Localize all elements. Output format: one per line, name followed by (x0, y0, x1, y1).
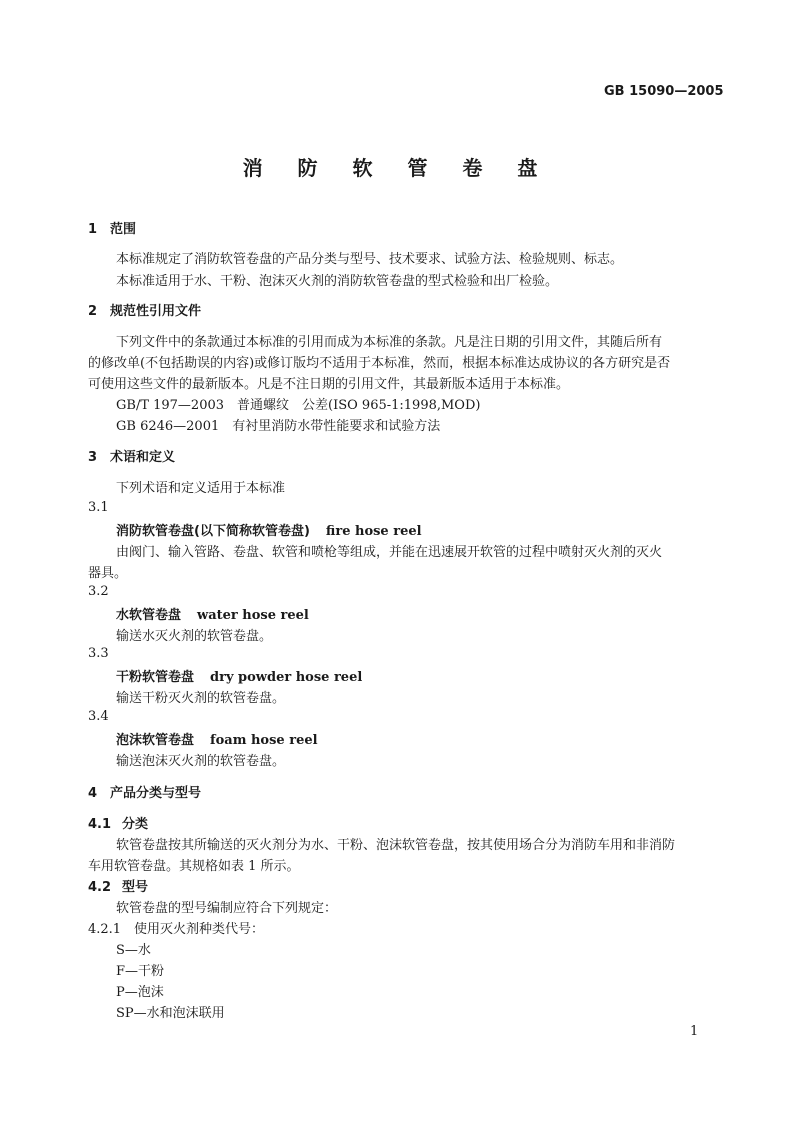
subsection-title: 分类 (122, 817, 149, 832)
subsection-number: 4.1 (88, 817, 112, 832)
term-heading (116, 729, 318, 748)
section-number: 4 (88, 786, 98, 801)
section-3-heading (88, 446, 175, 465)
subsection-4-1-heading (88, 813, 148, 832)
clause-text: 使用灭火剂种类代号： (134, 922, 265, 937)
term-zh: 干粉软管卷盘 (116, 670, 195, 685)
paragraph: 本标准适用于水、干粉、泡沫灭火剂的消防软管卷盘的型式检验和出厂检验。 (116, 274, 559, 289)
term-number: 3.1 (88, 500, 109, 515)
section-1-heading (88, 218, 136, 237)
term-zh: 泡沫软管卷盘 (116, 733, 195, 748)
subsection-title: 型号 (122, 880, 149, 895)
page-title: 消 防 软 管 卷 盘 (242, 156, 552, 180)
section-title: 产品分类与型号 (110, 786, 202, 801)
term-heading (116, 520, 422, 539)
term-en: water hose reel (197, 608, 309, 623)
section-2-heading (88, 300, 201, 319)
term-definition: 由阀门、输入管路、卷盘、软管和喷枪等组成，并能在迅速展开软管的过程中喷射灭火剂的灭火 (116, 545, 663, 560)
paragraph-continuation: 车用软管卷盘。其规格如表 1 所示。 (88, 859, 300, 874)
term-number: 3.4 (88, 709, 109, 724)
code-item: SP—水和泡沫联用 (116, 1006, 225, 1021)
code-item: S—水 (116, 943, 151, 958)
term-number: 3.2 (88, 584, 109, 599)
section-number: 2 (88, 304, 98, 319)
page-number: 1 (690, 1024, 699, 1039)
paragraph: 软管卷盘的型号编制应符合下列规定： (116, 901, 338, 916)
term-definition: 输送水灭火剂的软管卷盘。 (116, 629, 273, 644)
term-zh: 水软管卷盘 (116, 608, 182, 623)
paragraph-continuation: 的修改单(不包括勘误的内容)或修订版均不适用于本标准，然而，根据本标准达成协议的各方研究是否 (88, 356, 671, 371)
code-item: P—泡沫 (116, 985, 164, 1000)
paragraph: 下列术语和定义适用于本标准 (116, 481, 286, 496)
paragraph: 软管卷盘按其所输送的灭火剂分为水、干粉、泡沫软管卷盘，按其使用场合分为消防车用和非消防 (116, 838, 676, 853)
section-title: 规范性引用文件 (110, 304, 202, 319)
paragraph: 本标准规定了消防软管卷盘的产品分类与型号、技术要求、试验方法、检验规则、标志。 (116, 252, 624, 267)
term-zh: 消防软管卷盘(以下简称软管卷盘) (116, 524, 310, 539)
paragraph-continuation: 可使用这些文件的最新版本。凡是不注日期的引用文件，其最新版本适用于本标准。 (88, 377, 570, 392)
paragraph: 下列文件中的条款通过本标准的引用而成为本标准的条款。凡是注日期的引用文件，其随后所有 (116, 335, 663, 350)
section-number: 1 (88, 222, 98, 237)
section-4-heading (88, 782, 201, 801)
term-definition: 输送干粉灭火剂的软管卷盘。 (116, 691, 286, 706)
term-number: 3.3 (88, 646, 109, 661)
clause-number: 4.2.1 (88, 922, 122, 937)
section-number: 3 (88, 450, 98, 465)
subsection-number: 4.2 (88, 880, 112, 895)
standard-code: GB 15090—2005 (604, 84, 724, 99)
code-item: F—干粉 (116, 964, 165, 979)
section-title: 术语和定义 (110, 450, 176, 465)
subsection-4-2-heading (88, 876, 148, 895)
reference-item: GB/T 197—2003 普通螺纹 公差(ISO 965-1:1998,MOD) (116, 398, 481, 413)
clause-4-2-1 (88, 918, 264, 937)
term-en: dry powder hose reel (210, 670, 363, 685)
term-heading (116, 604, 309, 623)
term-en: foam hose reel (210, 733, 318, 748)
term-en: fire hose reel (325, 524, 422, 539)
term-heading (116, 666, 362, 685)
term-definition: 输送泡沫灭火剂的软管卷盘。 (116, 754, 286, 769)
section-title: 范围 (110, 222, 137, 237)
reference-item: GB 6246—2001 有衬里消防水带性能要求和试验方法 (116, 419, 441, 434)
term-definition-continuation: 器具。 (88, 566, 128, 581)
